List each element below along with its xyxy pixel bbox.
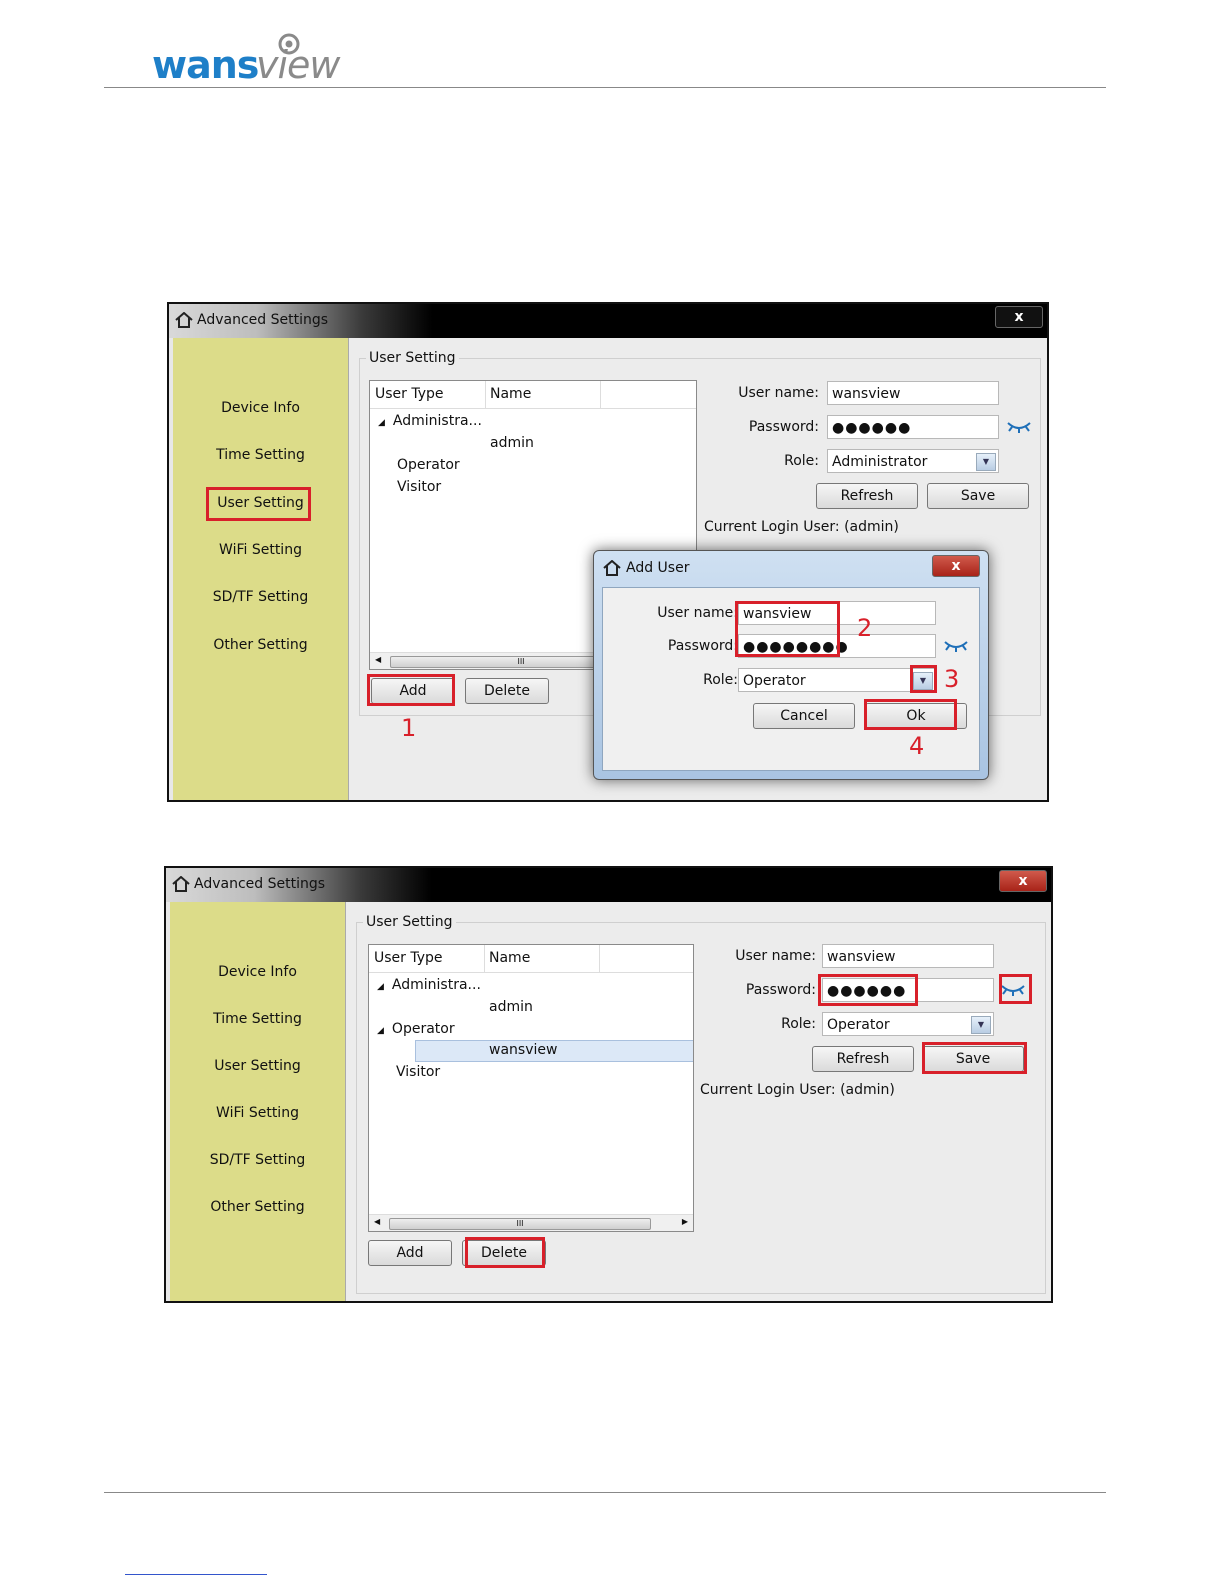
- sidebar-item-sdtf-setting[interactable]: SD/TF Setting: [212, 589, 309, 605]
- password-input[interactable]: ●●●●●●: [822, 978, 994, 1002]
- highlight-delete-button: [465, 1237, 545, 1268]
- dialog-role-label: Role:: [703, 672, 738, 688]
- scroll-thumb[interactable]: III: [389, 1218, 651, 1230]
- step-number-2: 2: [857, 614, 873, 642]
- highlight-add-button: [367, 674, 455, 706]
- scroll-right-icon[interactable]: ▶: [681, 1217, 688, 1226]
- group-title: User Setting: [366, 350, 459, 366]
- dialog-close-button[interactable]: x: [932, 555, 980, 577]
- expand-icon[interactable]: ◢: [378, 418, 385, 428]
- chevron-down-icon[interactable]: ▼: [971, 1016, 991, 1034]
- refresh-button[interactable]: Refresh: [816, 483, 918, 509]
- refresh-button[interactable]: Refresh: [812, 1046, 914, 1072]
- add-button[interactable]: Add: [371, 678, 455, 704]
- home-icon: [603, 560, 621, 576]
- highlight-password: [818, 974, 918, 1006]
- current-login-user: Current Login User: (admin): [704, 519, 899, 535]
- sidebar-item-device-info[interactable]: Device Info: [218, 964, 297, 980]
- expand-icon[interactable]: ◢: [377, 1026, 384, 1036]
- scroll-thumb[interactable]: III: [390, 656, 652, 668]
- step-number-4: 4: [909, 732, 925, 760]
- role-select[interactable]: Operator ▼: [822, 1012, 994, 1036]
- column-name[interactable]: Name: [490, 386, 532, 402]
- dialog-cancel-button[interactable]: Cancel: [753, 703, 855, 729]
- role-label: Role:: [781, 1016, 816, 1032]
- advanced-settings-window-2: [164, 866, 1053, 1303]
- chevron-down-icon[interactable]: ▼: [913, 672, 933, 690]
- tree-row-administrator[interactable]: ◢ Administra...: [377, 977, 481, 993]
- tree-row-wansview[interactable]: wansview: [489, 1042, 558, 1058]
- tree-header: [370, 381, 696, 409]
- delete-button[interactable]: Delete: [462, 1240, 546, 1266]
- username-input[interactable]: wansview: [822, 944, 994, 968]
- chevron-down-icon[interactable]: ▼: [976, 453, 996, 471]
- tree-header: [369, 945, 693, 973]
- password-input[interactable]: ●●●●●●: [827, 415, 999, 439]
- close-button[interactable]: x: [995, 306, 1043, 328]
- dialog-username-input[interactable]: wansview: [738, 601, 936, 625]
- scroll-left-icon[interactable]: ◀: [374, 1217, 381, 1226]
- tree-row-administrator[interactable]: ◢ Administra...: [378, 413, 482, 429]
- svg-text:wans: wans: [152, 43, 259, 87]
- tree-row-visitor[interactable]: Visitor: [397, 479, 442, 495]
- highlight-credentials: [735, 601, 840, 657]
- sidebar-item-other-setting[interactable]: Other Setting: [210, 1199, 305, 1215]
- username-input[interactable]: wansview: [827, 381, 999, 405]
- highlight-user-setting: [206, 487, 311, 521]
- title-bar: [166, 868, 1051, 902]
- svg-text:view: view: [256, 43, 340, 87]
- highlight-ok-button: [864, 699, 957, 730]
- dialog-title: Add User: [626, 560, 690, 576]
- password-label: Password:: [745, 982, 816, 998]
- user-tree[interactable]: [368, 944, 694, 1232]
- expand-icon[interactable]: ◢: [377, 982, 384, 992]
- main-panel: [346, 902, 1051, 1301]
- save-button[interactable]: Save: [927, 483, 1029, 509]
- dialog-password-label: Password:: [667, 638, 738, 654]
- home-icon: [172, 876, 190, 892]
- tree-row-admin[interactable]: admin: [489, 999, 533, 1015]
- highlight-role-dropdown: [910, 665, 937, 693]
- sidebar-item-device-info[interactable]: Device Info: [221, 400, 300, 416]
- wansview-logo: [152, 30, 362, 88]
- sidebar-item-user-setting[interactable]: User Setting: [217, 495, 304, 511]
- horizontal-scrollbar[interactable]: [369, 1214, 693, 1231]
- tree-row-operator[interactable]: Operator: [397, 457, 460, 473]
- dialog-role-select[interactable]: Operator ▼: [738, 668, 936, 692]
- step-number-1: 1: [401, 714, 417, 742]
- username-label: User name:: [738, 385, 819, 401]
- highlight-eye-icon: [999, 974, 1032, 1004]
- footer-divider: [104, 1492, 1106, 1493]
- header-divider: [104, 87, 1106, 88]
- tree-row-operator[interactable]: ◢ Operator: [377, 1021, 455, 1037]
- window-title: Advanced Settings: [197, 312, 329, 328]
- tree-row-admin[interactable]: admin: [490, 435, 534, 451]
- sidebar: [170, 902, 346, 1301]
- username-label: User name:: [735, 948, 816, 964]
- close-button[interactable]: x: [999, 870, 1047, 892]
- eye-icon[interactable]: [943, 639, 969, 653]
- scroll-left-icon[interactable]: ◀: [375, 655, 382, 664]
- sidebar-item-wifi-setting[interactable]: WiFi Setting: [216, 1105, 299, 1121]
- window-title: Advanced Settings: [194, 876, 326, 892]
- dialog-username-label: User name:: [657, 605, 738, 621]
- sidebar-item-time-setting[interactable]: Time Setting: [213, 1011, 302, 1027]
- sidebar-item-time-setting[interactable]: Time Setting: [216, 447, 305, 463]
- sidebar: [173, 338, 349, 800]
- delete-button[interactable]: Delete: [465, 678, 549, 704]
- sidebar-item-sdtf-setting[interactable]: SD/TF Setting: [209, 1152, 306, 1168]
- tree-row-visitor[interactable]: Visitor: [396, 1064, 441, 1080]
- eye-icon[interactable]: [1006, 420, 1032, 434]
- save-button[interactable]: Save: [922, 1046, 1024, 1072]
- home-icon: [175, 312, 193, 328]
- dialog-ok-button[interactable]: Ok: [865, 703, 967, 729]
- group-title: User Setting: [363, 914, 456, 930]
- highlight-save-button: [922, 1042, 1027, 1074]
- column-user-type[interactable]: User Type: [375, 386, 444, 402]
- password-label: Password:: [748, 419, 819, 435]
- footer-link-underline: [125, 1574, 267, 1575]
- sidebar-item-wifi-setting[interactable]: WiFi Setting: [219, 542, 302, 558]
- dialog-password-input[interactable]: ●●●●●●●●: [738, 634, 936, 658]
- column-user-type[interactable]: User Type: [374, 950, 443, 966]
- add-button[interactable]: Add: [368, 1240, 452, 1266]
- sidebar-item-other-setting[interactable]: Other Setting: [213, 637, 308, 653]
- current-login-user: Current Login User: (admin): [700, 1082, 895, 1098]
- role-label: Role:: [784, 453, 819, 469]
- role-select[interactable]: Administrator ▼: [827, 449, 999, 473]
- title-bar: [169, 304, 1047, 338]
- column-name[interactable]: Name: [489, 950, 531, 966]
- sidebar-item-user-setting[interactable]: User Setting: [214, 1058, 301, 1074]
- step-number-3: 3: [944, 665, 960, 693]
